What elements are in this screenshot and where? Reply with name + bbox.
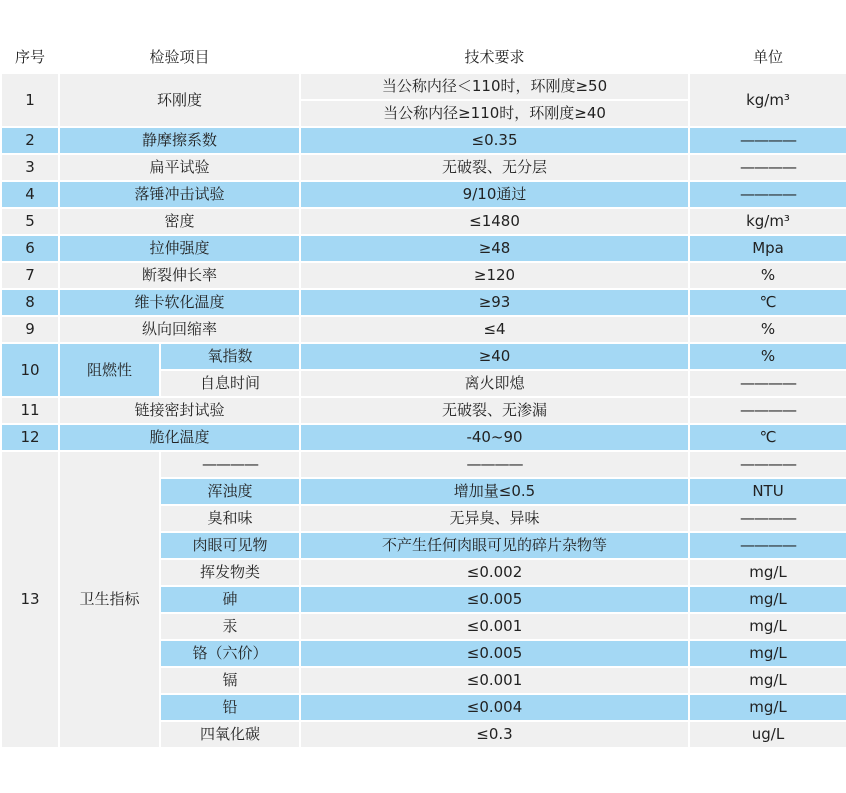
row-no: 13 (1, 451, 59, 748)
row-req: 当公称内径＜110时，环刚度≥50 (300, 73, 689, 100)
row-req: ≥93 (300, 289, 689, 316)
row-unit: ℃ (689, 289, 846, 316)
header-unit: 单位 (689, 41, 846, 73)
row-no: 9 (1, 316, 59, 343)
row-unit: kg/m³ (689, 208, 846, 235)
row-no: 1 (1, 73, 59, 127)
row-no: 4 (1, 181, 59, 208)
row-item: 卫生指标 (59, 451, 160, 748)
row-req: ≤0.3 (300, 721, 689, 748)
row-req: -40~90 (300, 424, 689, 451)
row-unit: mg/L (689, 694, 846, 721)
row-req: ———— (300, 451, 689, 478)
row-no: 10 (1, 343, 59, 397)
row-unit: mg/L (689, 586, 846, 613)
row-item: 阻燃性 (59, 343, 160, 397)
row-subitem: 肉眼可见物 (160, 532, 300, 559)
row-unit: ———— (689, 532, 846, 559)
row-req: 9/10通过 (300, 181, 689, 208)
row-no: 7 (1, 262, 59, 289)
row-item: 纵向回缩率 (59, 316, 300, 343)
row-req: ≥120 (300, 262, 689, 289)
row-req: ≤0.35 (300, 127, 689, 154)
row-unit: ℃ (689, 424, 846, 451)
header-item: 检验项目 (59, 41, 300, 73)
row-item: 密度 (59, 208, 300, 235)
row-unit: mg/L (689, 667, 846, 694)
row-req: 无破裂、无分层 (300, 154, 689, 181)
row-unit: ———— (689, 505, 846, 532)
row-item: 脆化温度 (59, 424, 300, 451)
row-item: 断裂伸长率 (59, 262, 300, 289)
header-no: 序号 (1, 41, 59, 73)
row-req: ≤0.001 (300, 613, 689, 640)
row-req: 当公称内径≥110时，环刚度≥40 (300, 100, 689, 127)
table-row (1, 424, 846, 451)
table-row (1, 154, 846, 181)
row-req: ≤0.002 (300, 559, 689, 586)
row-unit: ———— (689, 451, 846, 478)
row-req: ≥48 (300, 235, 689, 262)
table-row (1, 235, 846, 262)
row-item: 落锤冲击试验 (59, 181, 300, 208)
row-req: ≤0.004 (300, 694, 689, 721)
row-req: ≤0.005 (300, 640, 689, 667)
row-subitem: 汞 (160, 613, 300, 640)
row-req: ≤4 (300, 316, 689, 343)
row-subitem: 浑浊度 (160, 478, 300, 505)
row-req: 离火即熄 (300, 370, 689, 397)
row-unit: ———— (689, 397, 846, 424)
row-subitem: 自息时间 (160, 370, 300, 397)
table-row (1, 208, 846, 235)
row-subitem: 四氧化碳 (160, 721, 300, 748)
row-unit: mg/L (689, 613, 846, 640)
row-unit: % (689, 343, 846, 370)
row-subitem: 挥发物类 (160, 559, 300, 586)
row-unit: mg/L (689, 559, 846, 586)
table-row (1, 127, 846, 154)
header-req: 技术要求 (300, 41, 689, 73)
row-req: ≤0.001 (300, 667, 689, 694)
row-no: 5 (1, 208, 59, 235)
row-unit: NTU (689, 478, 846, 505)
row-no: 2 (1, 127, 59, 154)
row-subitem: 镉 (160, 667, 300, 694)
table-header-row (1, 41, 846, 73)
row-item: 链接密封试验 (59, 397, 300, 424)
table-row (1, 289, 846, 316)
row-no: 12 (1, 424, 59, 451)
row-unit: ug/L (689, 721, 846, 748)
row-req: ≤1480 (300, 208, 689, 235)
row-unit: mg/L (689, 640, 846, 667)
row-no: 11 (1, 397, 59, 424)
row-req: 不产生任何肉眼可见的碎片杂物等 (300, 532, 689, 559)
row-item: 环刚度 (59, 73, 300, 127)
row-req: 增加量≤0.5 (300, 478, 689, 505)
table-row (1, 73, 846, 100)
row-no: 3 (1, 154, 59, 181)
row-subitem: 氧指数 (160, 343, 300, 370)
row-no: 8 (1, 289, 59, 316)
row-subitem: 砷 (160, 586, 300, 613)
row-subitem: 臭和味 (160, 505, 300, 532)
row-unit: ———— (689, 127, 846, 154)
row-unit: kg/m³ (689, 73, 846, 127)
table-row (1, 397, 846, 424)
row-unit: ———— (689, 370, 846, 397)
row-req: 无异臭、异味 (300, 505, 689, 532)
row-item: 静摩擦系数 (59, 127, 300, 154)
row-req: 无破裂、无渗漏 (300, 397, 689, 424)
row-unit: ———— (689, 181, 846, 208)
row-unit: % (689, 316, 846, 343)
table-row (1, 343, 846, 370)
row-subitem: 铅 (160, 694, 300, 721)
row-subitem: ———— (160, 451, 300, 478)
table-row (1, 181, 846, 208)
row-unit: Mpa (689, 235, 846, 262)
row-unit: ———— (689, 154, 846, 181)
row-subitem: 铬（六价） (160, 640, 300, 667)
row-unit: % (689, 262, 846, 289)
table-row (1, 451, 846, 478)
inspection-table (0, 40, 846, 749)
row-item: 拉伸强度 (59, 235, 300, 262)
row-req: ≥40 (300, 343, 689, 370)
table-row (1, 316, 846, 343)
table-row (1, 262, 846, 289)
row-req: ≤0.005 (300, 586, 689, 613)
row-item: 维卡软化温度 (59, 289, 300, 316)
row-item: 扁平试验 (59, 154, 300, 181)
row-no: 6 (1, 235, 59, 262)
